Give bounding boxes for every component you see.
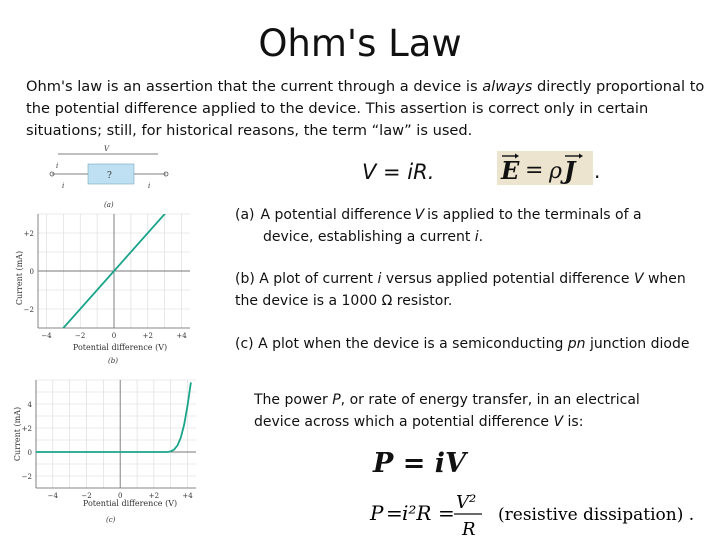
x-tick-label: −2 xyxy=(75,332,86,340)
caption-a-text-3: . xyxy=(478,229,484,245)
figure-a-label-i-left: i xyxy=(62,182,65,190)
caption-c-text-2: junction diode xyxy=(585,336,690,352)
dissipation-num: V² xyxy=(456,492,477,513)
dissipation-formula-svg xyxy=(370,490,695,540)
y-tick-label: −2 xyxy=(23,306,34,314)
caption-a-text-1: A potential difference xyxy=(260,207,412,223)
caption-b-var-v: V xyxy=(633,271,644,287)
intro-text-2: directly proportional to the potential difference applied to the device. This assertion is correct only in certain situations; still, for historical reasons, the term “law” is used. xyxy=(26,78,705,139)
field-j: J xyxy=(564,156,576,185)
power-text-2: , or rate of energy transfer, in an electrical device across which a potential difference xyxy=(254,392,640,430)
figure-a-label-i-right: i xyxy=(148,182,151,190)
x-tick-label: +2 xyxy=(142,332,153,340)
power-var-p: P xyxy=(332,392,341,408)
field-formula-svg xyxy=(497,151,593,185)
caption-a-var-i: i xyxy=(474,229,479,245)
field-rho: ρ xyxy=(549,159,562,184)
field-e: E xyxy=(501,156,520,185)
caption-c-var-pn: pn xyxy=(567,336,586,352)
caption-b xyxy=(235,268,695,312)
figure-b-caption: (b) xyxy=(108,357,118,365)
caption-a xyxy=(235,204,695,248)
caption-b-text-3: when the device is a 1000 Ω resistor. xyxy=(235,271,686,309)
caption-b-text-1: A plot of current xyxy=(254,271,378,287)
figure-b-x-axis-label: Potential difference (V) xyxy=(72,343,168,352)
x-tick-label: +2 xyxy=(148,492,160,500)
figure-c-grid xyxy=(36,380,196,488)
figure-c-x-axis-label: Potential difference (V) xyxy=(82,499,178,508)
x-tick-label: −4 xyxy=(41,332,52,340)
power-paragraph xyxy=(254,389,674,433)
dissipation-formula xyxy=(370,490,695,540)
caption-a-label: (a) xyxy=(235,207,255,223)
figure-a-label-i-top: i xyxy=(56,162,59,170)
caption-a-var-v: V xyxy=(414,207,425,223)
caption-c-text-1: A plot when the device is a semiconducting xyxy=(253,336,568,352)
field-formula-dot: . xyxy=(594,159,601,183)
figure-c-y-axis-label: Current (mA) xyxy=(13,406,22,462)
x-tick-label: −2 xyxy=(81,492,92,500)
dissipation-p: P xyxy=(370,501,384,525)
y-tick-label: +2 xyxy=(23,230,34,238)
figure-a-label-v: V xyxy=(104,145,110,153)
x-tick-label: +4 xyxy=(182,492,193,500)
x-tick-label: 0 xyxy=(111,332,117,340)
power-text-1: The power xyxy=(254,392,333,408)
dissipation-den: R xyxy=(462,519,476,540)
intro-emphasis: always xyxy=(482,78,533,95)
y-tick-label: 4 xyxy=(27,401,32,409)
x-tick-label: −4 xyxy=(47,492,59,500)
y-tick-label: 0 xyxy=(27,449,32,457)
intro-text-1: Ohm's law is an assertion that the current through a device is xyxy=(26,78,483,95)
figure-a-caption: (a) xyxy=(104,201,114,209)
field-eq: = xyxy=(525,158,544,183)
caption-c-label: (c) xyxy=(235,336,254,352)
x-tick-label: +4 xyxy=(176,332,187,340)
power-formula: P = iV xyxy=(373,448,466,479)
y-tick-label: −2 xyxy=(21,473,32,481)
caption-b-label: (b) xyxy=(235,271,255,287)
caption-c xyxy=(235,333,695,355)
y-tick-label: 0 xyxy=(29,268,34,276)
caption-b-text-2: versus applied potential difference xyxy=(381,271,634,287)
dissipation-i2r: i²R xyxy=(402,501,432,525)
dissipation-note: (resistive dissipation) . xyxy=(498,505,695,525)
x-tick-label: 0 xyxy=(117,492,123,500)
figure-c-chart xyxy=(8,376,200,526)
ohm-formula: V = iR. xyxy=(362,160,435,184)
dissipation-eq2: = xyxy=(438,501,455,525)
power-var-v: V xyxy=(553,414,564,430)
figure-a-circuit xyxy=(48,144,178,210)
figure-c-series xyxy=(36,382,191,452)
y-tick-label: +2 xyxy=(21,425,32,433)
intro-paragraph xyxy=(26,76,706,142)
series-line xyxy=(36,382,191,452)
page-title: Ohm's Law xyxy=(258,22,462,65)
caption-a-text-2a: is applied to the terminals of a xyxy=(427,207,642,223)
figure-b-y-ticks xyxy=(24,230,34,314)
dissipation-eq1: = xyxy=(386,501,403,525)
figure-a-label-q: ? xyxy=(107,171,112,181)
figure-c-y-ticks xyxy=(22,401,33,481)
figure-b-x-ticks xyxy=(41,332,187,340)
field-formula-box xyxy=(497,151,593,185)
figure-b-y-axis-label: Current (mA) xyxy=(15,250,24,306)
figure-b-chart xyxy=(8,208,198,368)
figure-c-caption: (c) xyxy=(106,516,116,524)
power-text-3: is: xyxy=(563,414,584,430)
caption-b-var-i: i xyxy=(377,271,382,287)
caption-a-text-2b: device, establishing a current xyxy=(263,229,475,245)
